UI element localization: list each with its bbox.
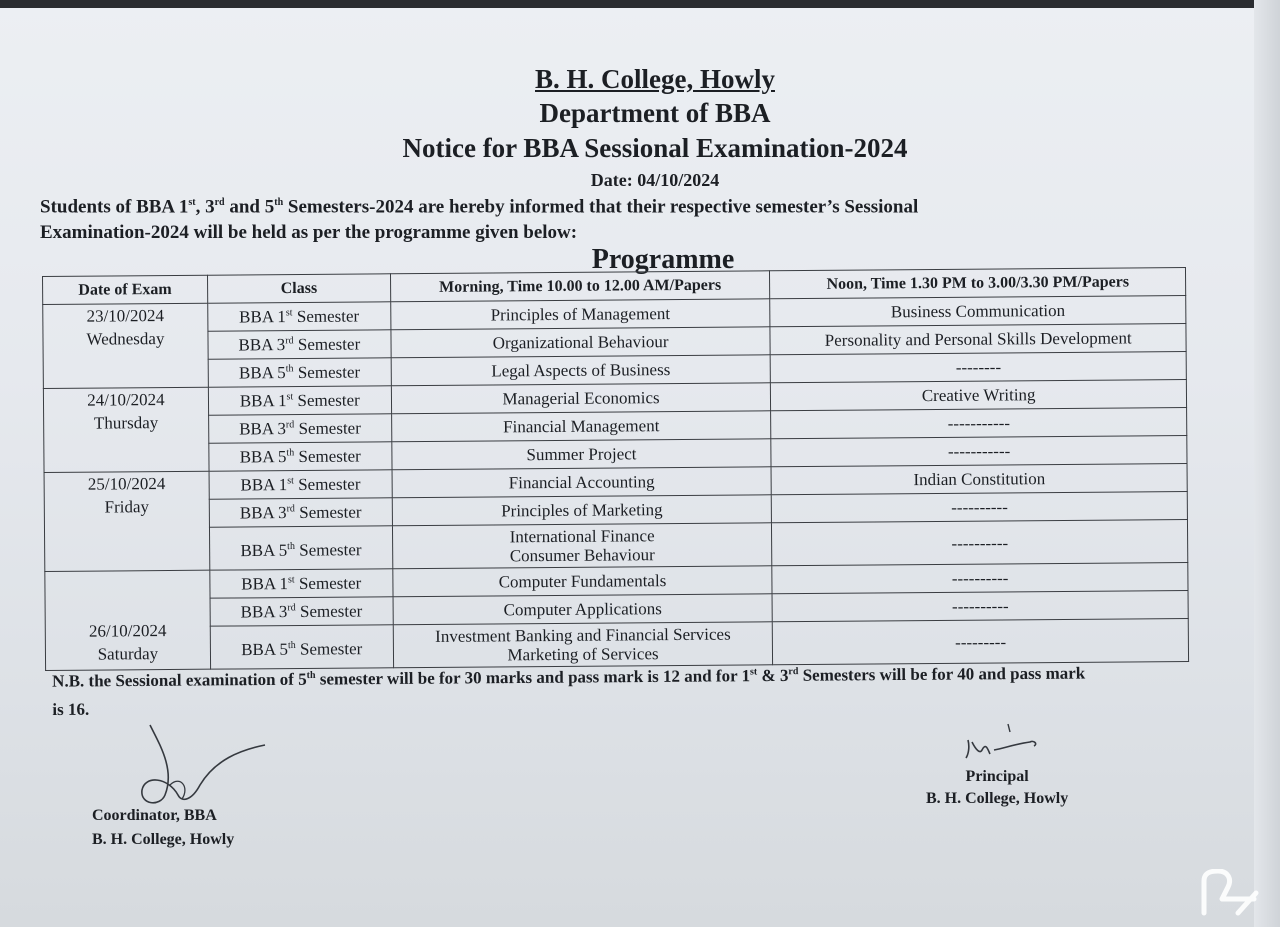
coordinator-signature-block — [92, 804, 234, 852]
exam-schedule-table — [42, 267, 1189, 671]
exam-date: 26/10/2024 — [88, 621, 167, 641]
noon-paper-cell: ---------- — [772, 492, 1188, 523]
header-date: Date of Exam — [43, 275, 208, 304]
noon-paper-cell: Creative Writing — [771, 380, 1187, 411]
noon-paper-cell: ---------- — [772, 563, 1188, 594]
coordinator-org: B. H. College, Howly — [92, 831, 235, 848]
morning-paper-cell: Legal Aspects of Business — [391, 355, 771, 386]
noon-paper-cell: Business Communication — [770, 296, 1186, 327]
exam-weekday: Friday — [104, 497, 150, 517]
noon-paper-cell: -------- — [771, 352, 1187, 383]
header-class: Class — [207, 274, 390, 303]
programme-heading: Programme — [591, 244, 735, 275]
class-cell: BBA 5th Semester — [209, 442, 392, 471]
morning-paper-cell: Organizational Behaviour — [391, 327, 771, 358]
noon-paper-cell: Personality and Personal Skills Development — [770, 324, 1186, 355]
morning-paper-cell: Investment Banking and Financial Services Marketing of Services — [393, 622, 773, 668]
morning-paper-cell: Financial Accounting — [392, 467, 772, 498]
principal-signature — [960, 720, 1060, 765]
morning-paper-cell: Computer Fundamentals — [393, 566, 773, 597]
class-cell: BBA 3rd Semester — [208, 330, 391, 359]
exam-date: 23/10/2024 — [86, 306, 165, 326]
exam-date-cell — [44, 471, 210, 571]
principal-title: Principal — [965, 768, 1029, 785]
class-cell: BBA 1st Semester — [208, 302, 391, 331]
exam-date: 24/10/2024 — [87, 390, 165, 410]
coordinator-title: Coordinator, BBA — [92, 807, 217, 824]
morning-paper-cell: Principles of Management — [390, 299, 770, 330]
schedule-body — [43, 296, 1189, 671]
intro-paragraph: Students of BBA 1st, 3rd and 5th Semesters-2024 are hereby informed that their respective semester’s Sessional Examination-2024 will be held as per the programme given below: — [40, 196, 919, 244]
noon-paper-cell: ---------- — [772, 520, 1188, 566]
morning-paper-cell: Principles of Marketing — [392, 495, 772, 526]
class-cell: BBA 3rd Semester — [209, 498, 392, 527]
morning-paper-cell: Managerial Economics — [391, 383, 771, 414]
principal-org: B. H. College, Howly — [926, 790, 1069, 807]
class-cell: BBA 1st Semester — [208, 386, 391, 415]
exam-weekday: Saturday — [97, 644, 159, 664]
class-cell: BBA 5th Semester — [208, 358, 391, 387]
noon-paper-cell: ----------- — [771, 436, 1187, 467]
department-name: Department of BBA — [539, 98, 771, 128]
morning-paper-cell: International Finance Consumer Behaviour — [392, 523, 772, 569]
photo-top-edge — [0, 0, 1280, 8]
class-cell: BBA 5th Semester — [210, 625, 393, 669]
notice-date: Date: 04/10/2024 — [590, 170, 720, 190]
class-cell: BBA 3rd Semester — [210, 597, 393, 626]
exam-date-cell — [43, 387, 209, 472]
noon-paper-cell: ---------- — [772, 591, 1188, 622]
noon-paper-cell: Indian Constitution — [771, 464, 1187, 495]
notice-title: Notice for BBA Sessional Examination-2024 — [402, 133, 908, 163]
morning-paper-cell: Computer Applications — [393, 594, 773, 625]
scanner-watermark-icon — [1198, 869, 1260, 917]
class-cell: BBA 1st Semester — [209, 470, 392, 499]
header-noon: Noon, Time 1.30 PM to 3.00/3.30 PM/Papers — [770, 268, 1186, 299]
exam-weekday: Thursday — [93, 413, 159, 433]
noon-paper-cell: ----------- — [771, 408, 1187, 439]
class-cell: BBA 5th Semester — [209, 526, 392, 570]
morning-paper-cell: Financial Management — [391, 411, 771, 442]
header-morning: Morning, Time 10.00 to 12.00 AM/Papers — [390, 271, 770, 302]
exam-date-cell — [43, 303, 209, 388]
exam-date-cell — [45, 570, 211, 670]
note-paragraph: N.B. the Sessional examination of 5th semester will be for 30 marks and pass mark is 12 and for 1st & 3rd Semesters will be for 40 and pass mark is 16. — [52, 663, 1086, 719]
exam-weekday: Wednesday — [86, 329, 165, 349]
morning-paper-cell: Summer Project — [392, 439, 772, 470]
noon-paper-cell: --------- — [773, 619, 1189, 665]
college-name: B. H. College, Howly — [535, 64, 775, 94]
class-cell: BBA 1st Semester — [210, 569, 393, 598]
principal-signature-block — [926, 766, 1068, 810]
class-cell: BBA 3rd Semester — [208, 414, 391, 443]
exam-date: 25/10/2024 — [87, 474, 166, 494]
